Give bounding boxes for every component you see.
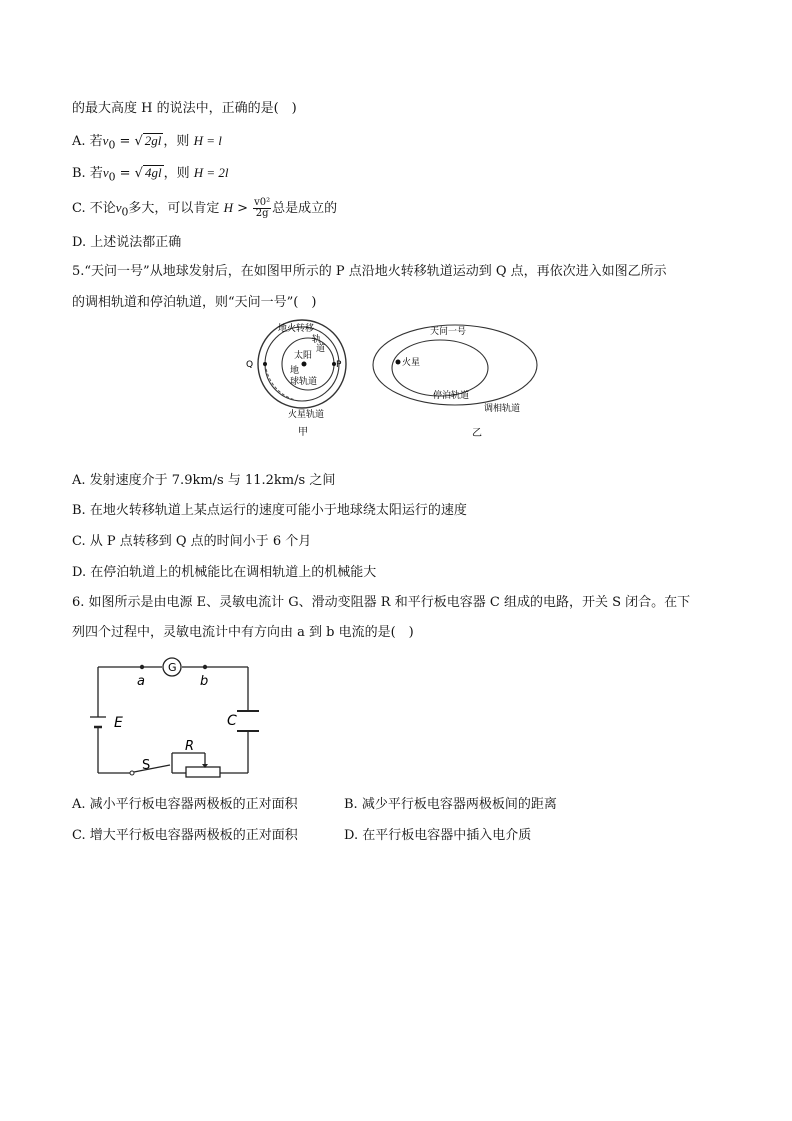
q5-option-b[interactable]: B. 在地火转移轨道上某点运行的速度可能小于地球绕太阳运行的速度 (72, 503, 467, 518)
label-transfer2: 轨 (312, 335, 322, 345)
q5-option-a[interactable]: A. 发射速度介于 7.9km/s 与 11.2km/s 之间 (72, 473, 336, 488)
sub: 0 (108, 170, 116, 184)
var-H: H (193, 165, 204, 180)
mars-dot (396, 360, 401, 365)
q6-option-b[interactable]: B. 减少平行板电容器两极板间的距离 (344, 797, 557, 812)
orbit-figure (240, 318, 560, 443)
label-phasing: 调相轨道 (484, 404, 521, 414)
q4-option-c[interactable] (72, 198, 337, 222)
eq: = (115, 166, 135, 181)
node-a (140, 665, 144, 669)
q4-option-d[interactable]: D. 上述说法都正确 (72, 235, 182, 250)
sun-dot (302, 362, 307, 367)
var-H: H (193, 133, 203, 148)
q4-option-b[interactable]: B. 若$v_0$ = √ 4gl ，则 H = 2l (72, 165, 229, 184)
var-v: v (115, 200, 122, 215)
eq: = (115, 134, 135, 149)
q5-stem-line1: 5.“天问一号”从地球发射后，在如图甲所示的 P 点沿地火转移轨道运动到 Q 点，再依次进入如图乙所示 (72, 264, 667, 279)
label-transfer1: 地火转移 (278, 324, 315, 334)
sub: 0 (108, 138, 116, 152)
label-mars: 火星 (402, 358, 421, 368)
var-H: H (223, 200, 233, 215)
text: ，则 (163, 166, 194, 181)
q4-option-a[interactable]: A. 若$v_0$ = √ 2gl ，则 H = l (72, 133, 222, 152)
q5-stem-line2: 的调相轨道和停泊轨道，则“天问一号”( ) (72, 295, 317, 310)
label-Q: Q (246, 360, 254, 370)
sub: 0 (121, 205, 129, 219)
label-parking: 停泊轨道 (433, 391, 470, 401)
rhs: = l (202, 133, 222, 148)
node-b (203, 665, 207, 669)
q6-stem-line2: 列四个过程中，灵敏电流计中有方向由 a 到 b 电流的是( ) (72, 625, 414, 640)
label-sun: 太阳 (294, 351, 313, 361)
opt-prefix: A. 若 (72, 134, 103, 149)
text: ，则 (163, 134, 194, 149)
label-tianwen: 天问一号 (430, 327, 467, 337)
switch-contact (130, 771, 134, 775)
q4-stem-tail: 的最大高度 H 的说法中，正确的是( ) (72, 101, 297, 116)
var-v: v (102, 165, 109, 180)
gt: > (232, 201, 253, 216)
label-earth1: 地 (290, 366, 300, 376)
label-E: E (114, 715, 123, 731)
fraction (253, 198, 271, 219)
q6-stem-line1: 6. 如图所示是由电源 E、灵敏电流计 G、滑动变阻器 R 和平行板电容器 C 组成的电路，开关 S 闭合。在下 (72, 595, 691, 610)
q6-option-d[interactable]: D. 在平行板电容器中插入电介质 (344, 828, 532, 843)
label-S: S (142, 758, 151, 773)
opt-prefix: B. 若 (72, 166, 103, 181)
q6-option-c[interactable]: C. 增大平行板电容器两极板的正对面积 (72, 828, 298, 843)
caption-yi: 乙 (472, 428, 482, 439)
caption-jia: 甲 (298, 427, 308, 438)
q5-option-d[interactable]: D. 在停泊轨道上的机械能比在调相轨道上的机械能大 (72, 565, 377, 580)
q6-option-a[interactable]: A. 减小平行板电容器两极板的正对面积 (72, 797, 298, 812)
label-R: R (185, 739, 195, 754)
label-earth2: 球轨道 (290, 377, 318, 387)
q5-option-c[interactable]: C. 从 P 点转移到 Q 点的时间小于 6 个月 (72, 534, 312, 549)
circuit-diagram (90, 655, 270, 780)
rhs: = 2l (203, 165, 229, 180)
var-v: v (102, 133, 109, 148)
label-a: a (137, 674, 145, 689)
radicand: 4gl (144, 165, 162, 180)
label-mars-orbit: 火星轨道 (288, 410, 325, 420)
numerator: v0² (254, 197, 271, 208)
q-dot (263, 362, 267, 366)
radicand: 2gl (144, 133, 162, 148)
label-C: C (227, 713, 237, 729)
label-b: b (200, 674, 209, 689)
text: 总是成立的 (272, 201, 338, 216)
text: 多大，可以肯定 (128, 201, 224, 216)
opt-prefix: C. 不论 (72, 201, 116, 216)
parking-orbit (392, 340, 488, 396)
denominator: 2g (255, 208, 269, 219)
label-P: P (336, 360, 342, 370)
label-transfer3: 道 (316, 344, 326, 354)
label-G: G (168, 661, 177, 674)
